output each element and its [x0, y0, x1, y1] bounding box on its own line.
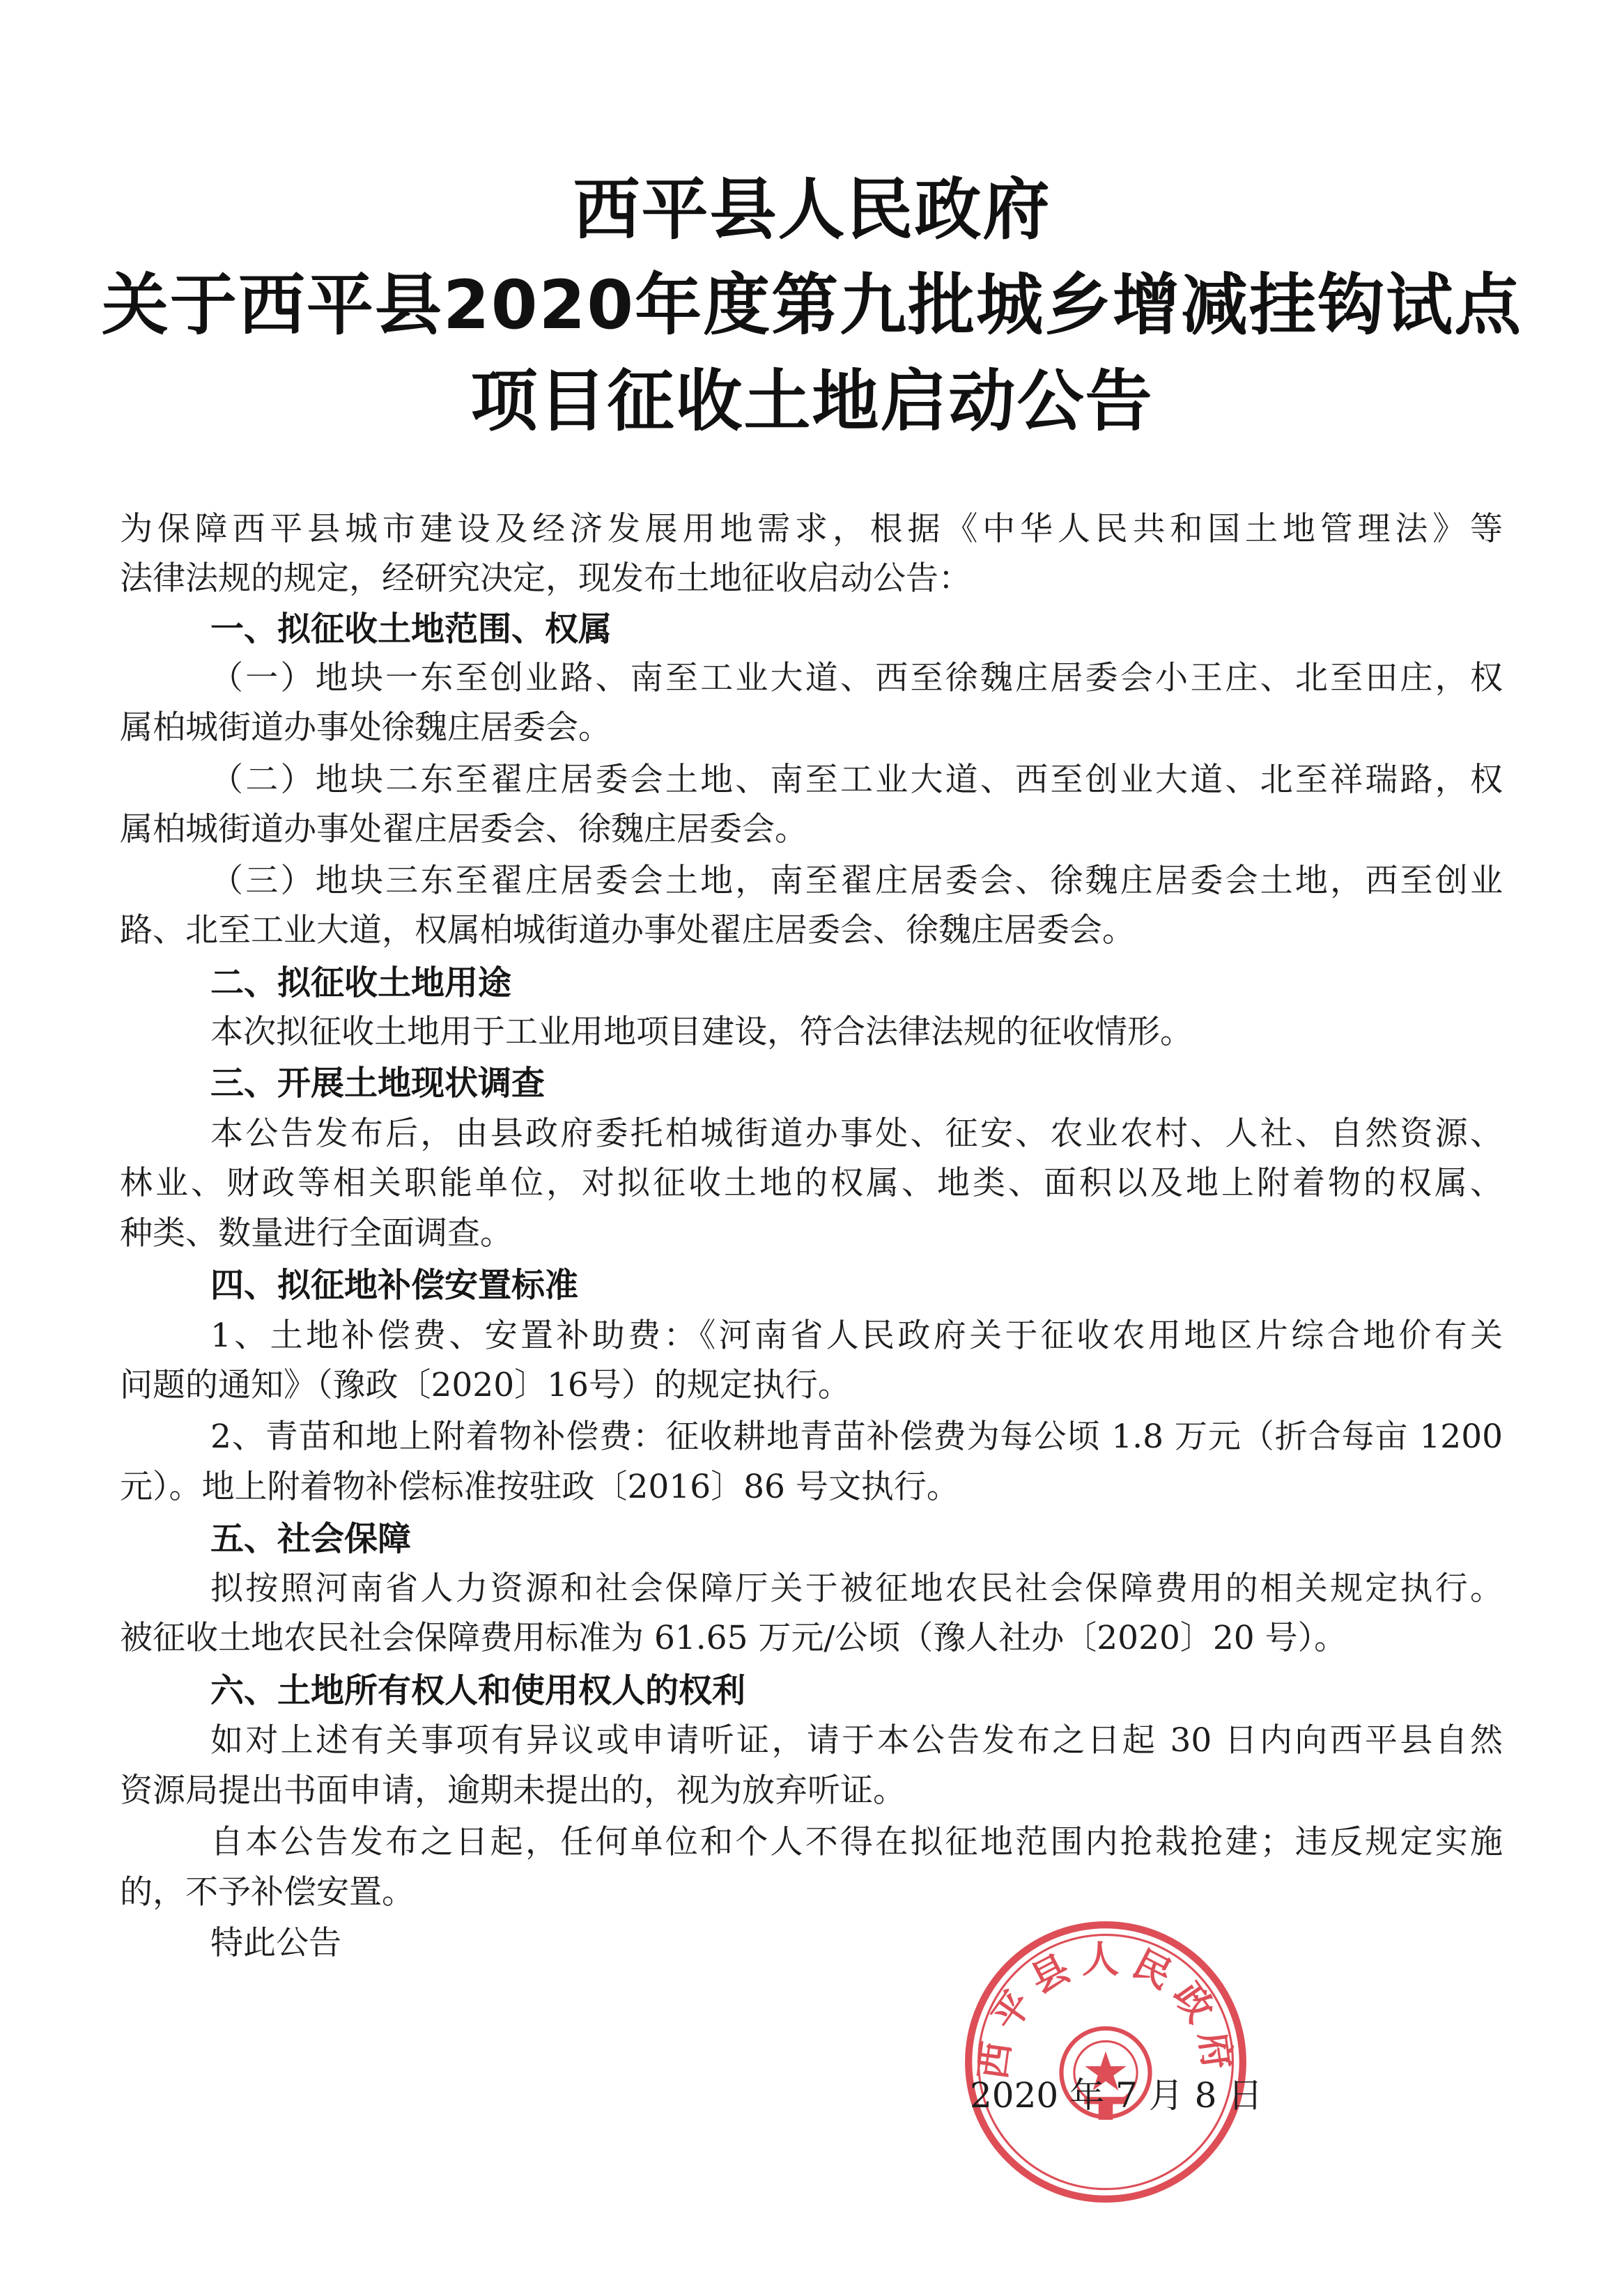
intro-line-2: 法律法规的规定，经研究决定，现发布土地征收启动公告： [120, 559, 971, 598]
s1-p3-line-2: 路、北至工业大道，权属柏城街道办事处翟庄居委会、徐魏庄居委会。 [120, 911, 1135, 949]
section-3-heading: 三、开展土地现状调查 [210, 1064, 546, 1103]
section-1-heading: 一、拟征收土地范围、权属 [210, 610, 612, 649]
s1-p3-line-1: （三）地块三东至翟庄居委会土地，南至翟庄居委会、徐魏庄居委会土地，西至创业 [210, 862, 1503, 900]
s3-p1-line-1: 本公告发布后，由县政府委托柏城街道办事处、征安、农业农村、人社、自然资源、 [210, 1115, 1503, 1153]
s4-p2-line-2: 元）。地上附着物补偿标准按驻政〔2016〕86 号文执行。 [120, 1468, 959, 1506]
document-date: 2020 年 7 月 8 日 [970, 2075, 1263, 2116]
s3-p1-line-3: 种类、数量进行全面调查。 [120, 1214, 513, 1252]
s1-p2-line-1: （二）地块二东至翟庄居委会土地、南至工业大道、西至创业大道、北至祥瑞路，权 [210, 761, 1503, 799]
s6-p2-line-1: 自本公告发布之日起，任何单位和个人不得在拟征地范围内抢栽抢建；违反规定实施 [210, 1823, 1503, 1861]
s5-p1-line-2: 被征收土地农民社会保障费用标准为 61.65 万元/公顷（豫人社办〔2020〕20 号）。 [120, 1619, 1347, 1657]
s2-p1-line-1: 本次拟征收土地用于工业用地项目建设，符合法律法规的征收情形。 [210, 1013, 1193, 1051]
s1-p1-line-1: （一）地块一东至创业路、南至工业大道、西至徐魏庄居委会小王庄、北至田庄，权 [210, 659, 1503, 697]
s1-p1-line-2: 属柏城街道办事处徐魏庄居委会。 [120, 708, 611, 747]
section-5-heading: 五、社会保障 [210, 1519, 412, 1558]
closing-text: 特此公告 [210, 1924, 341, 1962]
s5-p1-line-1: 拟按照河南省人力资源和社会保障厅关于被征地农民社会保障费用的相关规定执行。 [210, 1569, 1503, 1608]
title-line-3: 项目征收土地启动公告 [470, 362, 1154, 440]
s4-p2-line-1: 2、青苗和地上附着物补偿费：征收耕地青苗补偿费为每公顷 1.8 万元（折合每亩 1200 [210, 1418, 1503, 1456]
section-2-heading: 二、拟征收土地用途 [210, 963, 512, 1002]
government-seal-stamp [963, 1919, 1248, 2205]
seal-text: 西平县人民政府 [970, 1937, 1241, 2082]
section-6-heading: 六、土地所有权人和使用权人的权利 [210, 1671, 746, 1710]
s4-p1-line-2: 问题的通知》（豫政〔2020〕16号）的规定执行。 [120, 1366, 851, 1404]
s3-p1-line-2: 林业、财政等相关职能单位，对拟征收土地的权属、地类、面积以及地上附着物的权属、 [120, 1164, 1503, 1202]
s6-p1-line-2: 资源局提出书面申请，逾期未提出的，视为放弃听证。 [120, 1771, 906, 1810]
s6-p1-line-1: 如对上述有关事项有异议或申请听证，请于本公告发布之日起 30 日内向西平县自然 [210, 1721, 1503, 1760]
s6-p2-line-2: 的，不予补偿安置。 [120, 1873, 415, 1911]
intro-line-1: 为保障西平县城市建设及经济发展用地需求，根据《中华人民共和国土地管理法》等 [120, 510, 1503, 548]
section-4-heading: 四、拟征地补偿安置标准 [210, 1266, 579, 1305]
s1-p2-line-2: 属柏城街道办事处翟庄居委会、徐魏庄居委会。 [120, 810, 807, 848]
title-line-2: 关于西平县2020年度第九批城乡增减挂钩试点 [101, 266, 1523, 344]
title-line-1: 西平县人民政府 [573, 171, 1051, 249]
s4-p1-line-1: 1、土地补偿费、安置补助费：《河南省人民政府关于征收农用地区片综合地价有关 [210, 1317, 1503, 1355]
